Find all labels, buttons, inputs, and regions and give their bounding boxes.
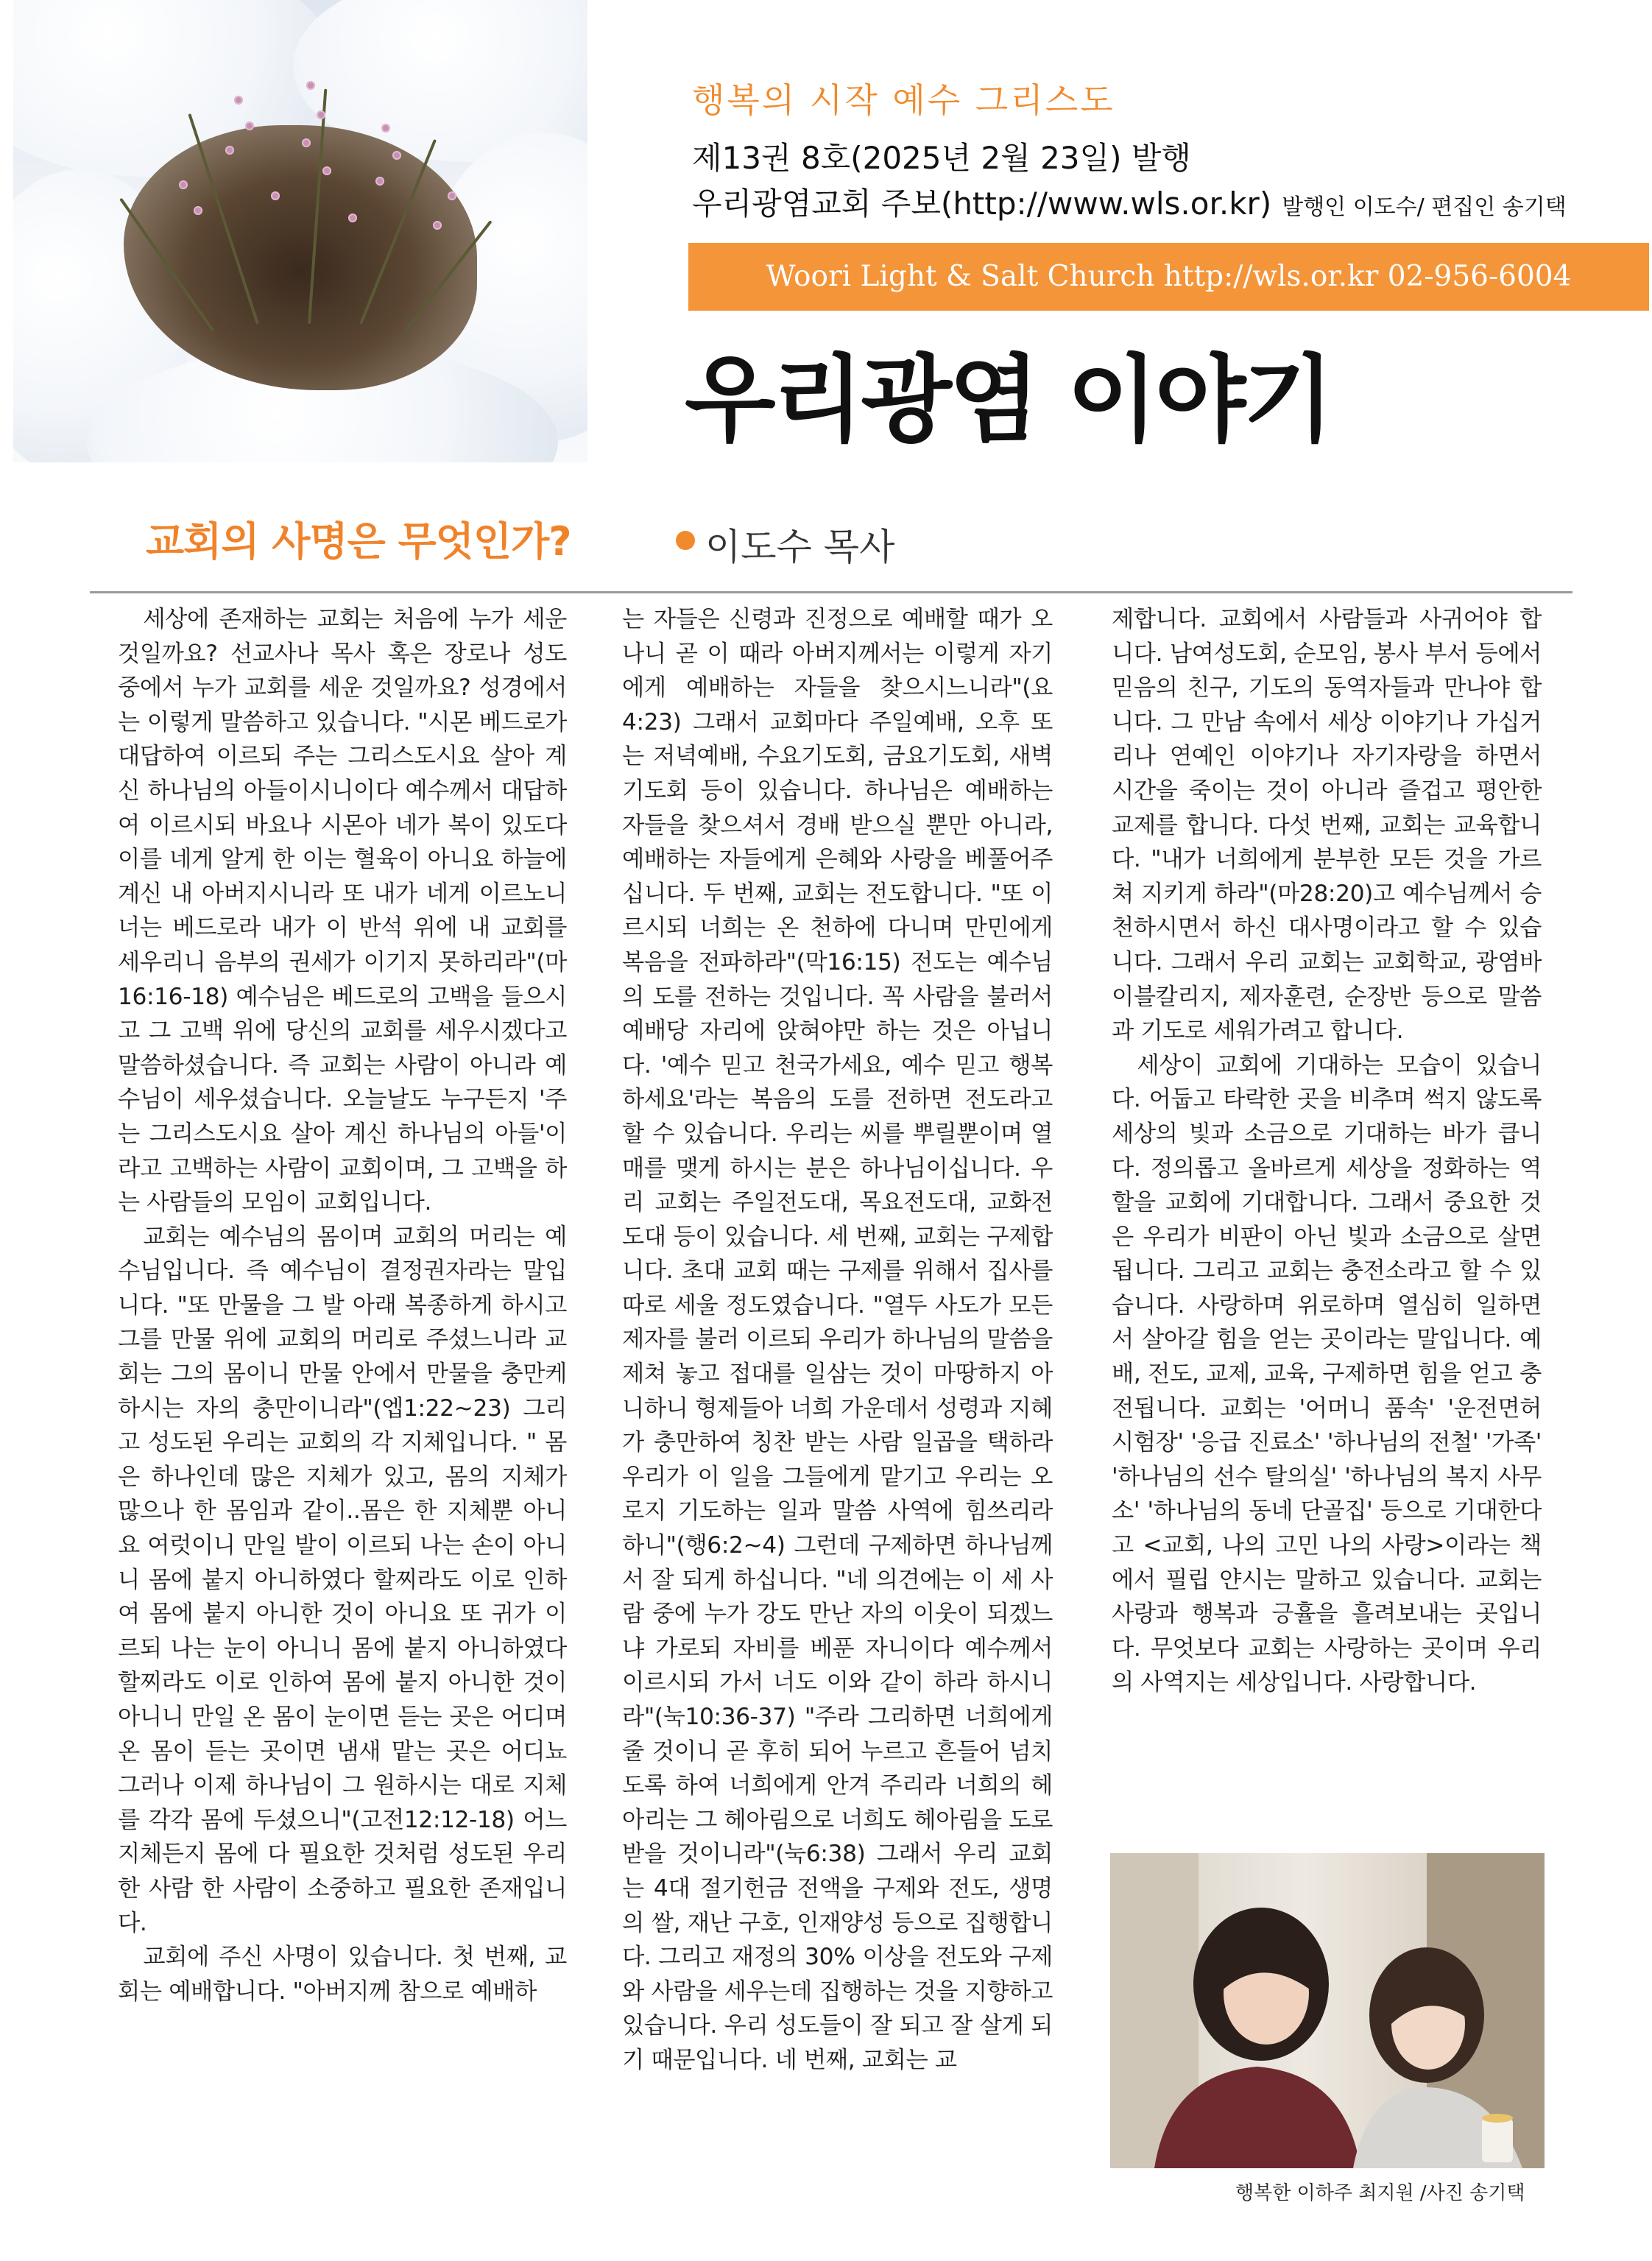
divider (90, 591, 1572, 593)
photo-caption: 행복한 이하주 최지원 /사진 송기택 (1235, 2182, 1525, 2204)
bulletin-name: 우리광염교회 주보(http://www.wls.or.kr) (692, 186, 1272, 222)
paragraph: 세상이 교회에 기대하는 모습이 있습니다. 어둡고 타락한 곳을 비추며 썩지 않도록 세상의 빛과 소금으로 기대하는 바가 큽니다. 정의롭고 올바르게 세상을 정화하는 역할을 교회에 기대합니다. 그래서 중요한 것은 우리가 비판이 아닌 빛과 소금으로 살면 됩니다. 그리고 교회는 충전소라고 할 수 있습니다. 사랑하며 위로하며 열심히 일하면서 살아갈 힘을 얻는 곳이라는 말입니다. 예배, 전도, 교제, 교육, 구제하면 힘을 얻고 충전됩니다. 교회는 '어머니 품속' '운전면허 시험장' '응급 진료소' '하나님의 전철' '가족' '하나님의 선수 탈의실' '하나님의 복지 사무소' '하나님의 동네 단골집' 등으로 기대한다고 <교회, 나의 고민 나의 사랑>이라는 책에서 필립 얀시는 말하고 있습니다. 교회는 사랑과 행복과 긍휼을 흘려보내는 곳입니다. 무엇보다 교회는 사랑하는 곳이며 우리의 사역지는 세상입니다. 사랑합니다. (1112, 1051, 1542, 1696)
paragraph: 교회는 예수님의 몸이며 교회의 머리는 예수님입니다. 즉 예수님이 결정권자라는 말입니다. "또 만물을 그 발 아래 복종하게 하시고 그를 만물 위에 교회의 머리로 주셨느니라 교회는 그의 몸이니 만물 안에서 만물을 충만케 하시는 자의 충만이니라"(엡1:22~23) 그리고 성도된 우리는 교회의 각 지체입니다. " 몸은 하나인데 많은 지체가 있고, 몸의 지체가 많으나 한 몸임과 같이..몸은 한 지체뿐 아니요 여럿이니 만일 발이 이르되 나는 손이 아니니 몸에 붙지 아니하였다 할찌라도 이로 인하여 몸에 붙지 아니한 것이 아니요 또 귀가 이르되 나는 눈이 아니니 몸에 붙지 아니하였다 할찌라도 이로 인하여 몸에 붙지 아니한 것이 아니니 만일 온 몸이 눈이면 듣는 곳은 어디며 온 몸이 듣는 곳이면 냄새 맡는 곳은 어디뇨 그러나 이제 하나님이 그 원하시는 대로 지체를 각각 몸에 두셨으니"(고전12:12-18) 어느 지체든지 몸에 다 필요한 것처럼 성도된 우리 한 사람 한 사람이 소중하고 필요한 존재입니다. (118, 1223, 567, 1936)
church-banner: Woori Light & Salt Church http://wls.or.kr 02-956-6004 (688, 243, 1649, 311)
paragraph: 는 자들은 신령과 진정으로 예배할 때가 오나니 곧 이 때라 아버지께서는 이렇게 자기에게 예배하는 자들을 찾으시느니라"(요4:23) 그래서 교회마다 주일예배, 오후 또는 저녁예배, 수요기도회, 금요기도회, 새벽기도회 등이 있습니다. 하나님은 예배하는 자들을 찾으셔서 경배 받으실 뿐만 아니라, 예배하는 자들에게 은혜와 사랑을 베풀어주십니다. 두 번째, 교회는 전도합니다. "또 이르시되 너희는 온 천하에 다니며 만민에게 복음을 전파하라"(막16:15) 전도는 예수님의 도를 전하는 것입니다. 꼭 사람을 불러서 예배당 자리에 앉혀야만 하는 것은 아닙니다. '예수 믿고 천국가세요, 예수 믿고 행복하세요'라는 복음의 도를 전하면 전도라고 할 수 있습니다. 우리는 씨를 뿌릴뿐이며 열매를 맺게 하시는 분은 하나님이십니다. 우리 교회는 주일전도대, 목요전도대, 교화전도대 등이 있습니다. 세 번째, 교회는 구제합니다. 초대 교회 때는 구제를 위해서 집사를 따로 세울 정도였습니다. "열두 사도가 모든 제자를 불러 이르되 우리가 하나님의 말씀을 제쳐 놓고 접대를 일삼는 것이 마땅하지 아니하니 형제들아 너희 가운데서 성령과 지혜가 충만하여 칭찬 받는 사람 일곱을 택하라 우리가 이 일을 그들에게 맡기고 우리는 오로지 기도하는 일과 말씀 사역에 힘쓰리라 하니"(행6:2~4) 그런데 구제하면 하나님께서 잘 되게 하십니다. "네 의견에는 이 세 사람 중에 누가 강도 만난 자의 이웃이 되겠느냐 가로되 자비를 베푼 자니이다 예수께서 이르시되 가서 너도 이와 같이 하라 하시니라"(눅10:36-37) "주라 그리하면 너희에게 줄 것이니 곧 후히 되어 누르고 흔들어 넘치도록 하여 너희에게 안겨 주리라 너희의 헤아리는 그 헤아림으로 너희도 헤아림을 도로 받을 것이니라"(눅6:38) 그래서 우리 교회는 4대 절기헌금 전액을 구제와 전도, 생명의 쌀, 재난 구호, 인재양성 등으로 집행합니다. 그리고 재정의 30% 이상을 전도와 구제와 사람을 세우는데 집행하는 것을 지향하고 있습니다. 우리 성도들이 잘 되고 잘 살게 되기 때문입니다. 네 번째, 교회는 교 (622, 606, 1053, 2073)
paragraph: 제합니다. 교회에서 사람들과 사귀어야 합니다. 남여성도회, 순모임, 봉사 부서 등에서 믿음의 친구, 기도의 동역자들과 만나야 합니다. 그 만남 속에서 세상 이야기나 가십거리나 연예인 이야기나 자기자랑을 하면서 시간을 죽이는 것이 아니라 즐겁고 평안한 교제를 합니다. 다섯 번째, 교회는 교육합니다. "내가 너희에게 분부한 모든 것을 가르쳐 지키게 하라"(마28:20)고 예수님께서 승천하시면서 하신 대사명이라고 할 수 있습니다. 그래서 우리 교회는 교회학교, 광염바이블칼리지, 제자훈련, 순장반 등으로 말씀과 기도로 세워가려고 합니다. (1112, 606, 1542, 1045)
paragraph: 세상에 존재하는 교회는 처음에 누가 세운 것일까요? 선교사나 목사 혹은 장로나 성도 중에서 누가 교회를 세운 것일까요? 성경에서는 이렇게 말씀하고 있습니다. "시몬 베드로가 대답하여 이르되 주는 그리스도시요 살아 계신 하나님의 아들이시니이다 예수께서 대답하여 이르시되 바요나 시몬아 네가 복이 있도다 이를 네게 알게 한 이는 혈육이 아니요 하늘에 계신 내 아버지시니라 또 내가 네게 이르노니 너는 베드로라 내가 이 반석 위에 내 교회를 세우리니 음부의 권세가 이기지 못하리라"(마16:16-18) 예수님은 베드로의 고백을 들으시고 그 고백 위에 당신의 교회를 세우시겠다고 말씀하셨습니다. 즉 교회는 사람이 아니라 예수님이 세우셨습니다. 오늘날도 누구든지 '주는 그리스도시요 살아 계신 하나님의 아들'이라고 고백하는 사람이 교회이며, 그 고백을 하는 사람들의 모임이 교회입니다. (118, 606, 567, 1216)
bulletin-info (692, 180, 1567, 224)
publisher-info: 발행인 이도수/ 편집인 송기택 (1282, 194, 1567, 220)
members-illustration (1110, 1853, 1545, 2168)
bullet-dot-icon (676, 531, 695, 550)
article-column-3 (1112, 602, 1542, 1700)
article-title: 교회의 사명은 무엇인가? (146, 518, 571, 565)
article-author: 이도수 목사 (705, 526, 895, 568)
issue-info: 제13권 8호(2025년 2월 23일) 발행 (692, 140, 1191, 176)
church-subtitle: 행복의 시작 예수 그리스도 (692, 80, 1115, 120)
article-column-2 (622, 602, 1053, 2078)
hero-photo (13, 0, 587, 462)
members-photo (1110, 1853, 1545, 2168)
article-column-1 (118, 602, 567, 2008)
paragraph: 교회에 주신 사명이 있습니다. 첫 번째, 교회는 예배합니다. "아버지께 참으로 예배하 (118, 1944, 567, 2005)
masthead-title: 우리광염 이야기 (685, 345, 1332, 455)
